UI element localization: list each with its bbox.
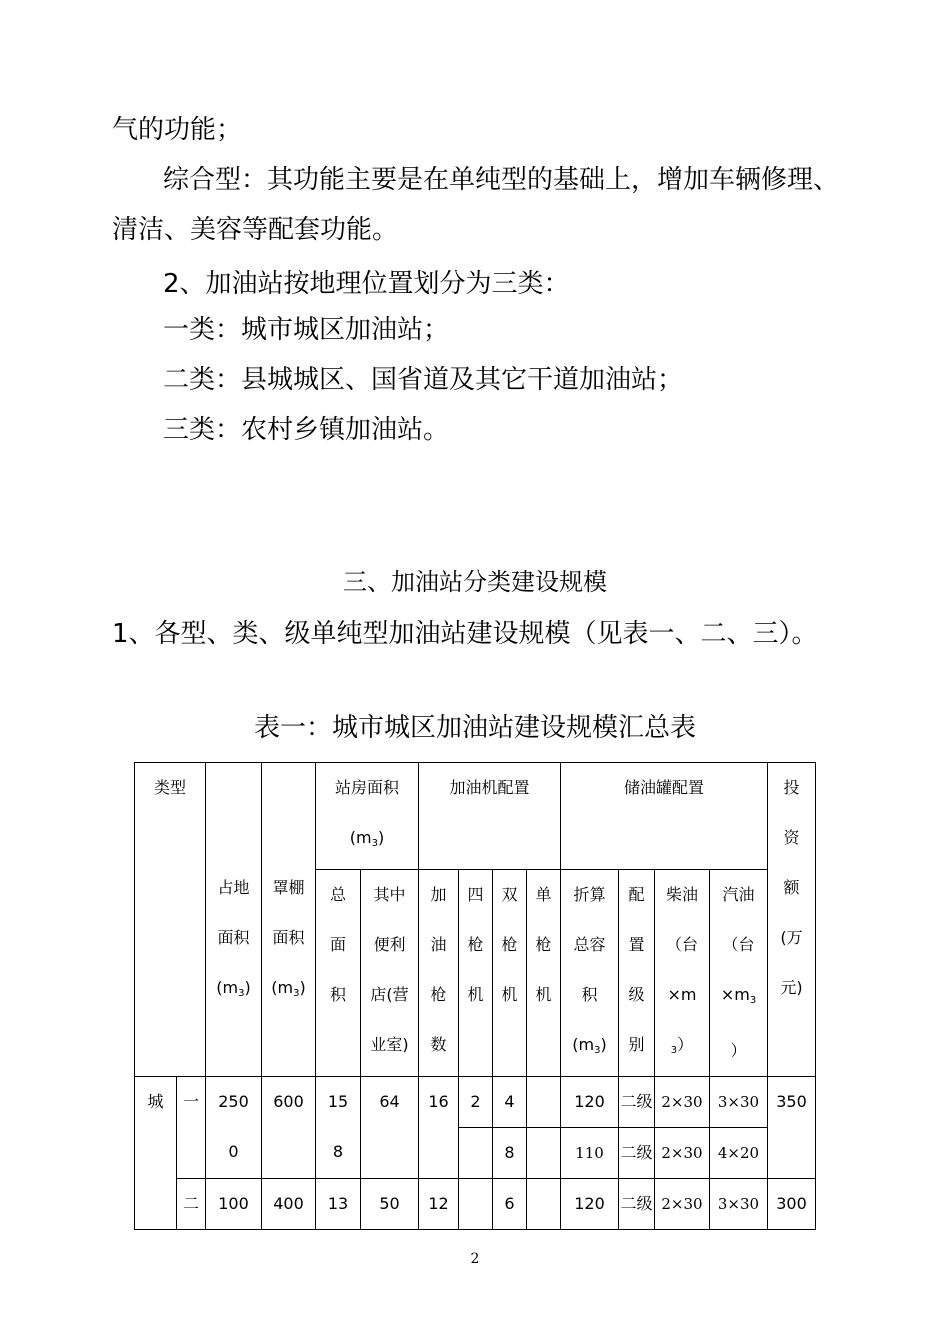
- cell-volume: 120: [561, 1077, 619, 1128]
- cell-volume: 120: [561, 1179, 619, 1230]
- cell-city: 城: [135, 1077, 177, 1230]
- paragraph: 三类：农村乡镇加油站。: [163, 415, 450, 445]
- cell-store: 50: [361, 1179, 419, 1230]
- header-grade: 配 置 级 别: [619, 870, 655, 1077]
- cell-one-gun: [527, 1128, 561, 1179]
- cell-two-gun: 8: [493, 1128, 527, 1179]
- header-two-gun: 双 枪 机: [493, 870, 527, 1077]
- cell-gasoline: 4×20: [710, 1128, 768, 1179]
- header-four-gun: 四 枪 机: [459, 870, 493, 1077]
- header-tank-config: 储油罐配置: [561, 763, 768, 870]
- cell-investment: 300: [768, 1179, 816, 1230]
- header-dispenser-config: 加油机配置: [419, 763, 561, 870]
- table-title: 表一：城市城区加油站建设规模汇总表: [253, 713, 696, 743]
- cell-total: 15 8: [316, 1077, 361, 1179]
- cell-grade: 二级: [619, 1179, 655, 1230]
- paragraph: 2、加油站按地理位置划分为三类：: [163, 269, 570, 299]
- cell-canopy: 600: [262, 1077, 316, 1179]
- paragraph: 气的功能；: [112, 115, 243, 145]
- section-heading: 三、加油站分类建设规模: [343, 568, 607, 596]
- cell-grade: 二级: [619, 1077, 655, 1128]
- header-investment: 投 资 额 (万 元): [768, 763, 816, 1077]
- header-station-area: 站房面积 $(m_3)$: [316, 763, 419, 870]
- paragraph: 综合型：其功能主要是在单纯型的基础上，增加车辆修理、: [163, 165, 840, 195]
- header-type: 类型: [135, 763, 206, 1077]
- cell-one-gun: [527, 1179, 561, 1230]
- cell-four-gun: 2: [459, 1077, 493, 1128]
- cell-canopy: 400: [262, 1179, 316, 1230]
- cell-one-gun: [527, 1077, 561, 1128]
- header-gasoline: 汽油 （台 $\times m_3$ ）: [710, 870, 768, 1077]
- cell-gasoline: 3×30: [710, 1179, 768, 1230]
- cell-four-gun: [459, 1128, 493, 1179]
- cell-store: 64: [361, 1077, 419, 1179]
- header-land-area: 占地 面积 $(m_3)$: [206, 763, 262, 1077]
- intro-paragraph: 1、各型、类、级单纯型加油站建设规模（见表一、二、三）。: [112, 619, 818, 649]
- cell-diesel: 2×30: [655, 1128, 710, 1179]
- cell-land: 250 0: [206, 1077, 262, 1179]
- cell-volume: 110: [561, 1128, 619, 1179]
- header-store-area: 其中 便利 店(营 业室): [361, 870, 419, 1077]
- header-diesel: 柴油 （台 ×m $_3$）: [655, 870, 710, 1077]
- paragraph: 一类：城市城区加油站；: [163, 315, 450, 345]
- header-total-area: 总 面 积: [316, 870, 361, 1077]
- cell-investment: 350: [768, 1077, 816, 1179]
- paragraph: 二类：县城城区、国省道及其它干道加油站；: [163, 365, 684, 395]
- header-nozzles: 加 油 枪 数: [419, 870, 459, 1077]
- cell-nozzles: 12: [419, 1179, 459, 1230]
- summary-table: [134, 762, 816, 1230]
- header-total-volume: 折算 总容 积 $(m_3)$: [561, 870, 619, 1077]
- cell-two-gun: 4: [493, 1077, 527, 1128]
- cell-diesel: 2×30: [655, 1077, 710, 1128]
- cell-class-2: 二: [177, 1179, 206, 1230]
- cell-total: 13: [316, 1179, 361, 1230]
- cell-land: 100: [206, 1179, 262, 1230]
- cell-grade: 二级: [619, 1128, 655, 1179]
- cell-nozzles: 16: [419, 1077, 459, 1179]
- cell-gasoline: 3×30: [710, 1077, 768, 1128]
- cell-diesel: 2×30: [655, 1179, 710, 1230]
- cell-four-gun: [459, 1179, 493, 1230]
- cell-two-gun: 6: [493, 1179, 527, 1230]
- page-number: 2: [470, 1251, 480, 1267]
- paragraph: 清洁、美容等配套功能。: [112, 215, 399, 245]
- header-one-gun: 单 枪 机: [527, 870, 561, 1077]
- header-canopy-area: 罩棚 面积 $(m_3)$: [262, 763, 316, 1077]
- cell-class-1: 一: [177, 1077, 206, 1179]
